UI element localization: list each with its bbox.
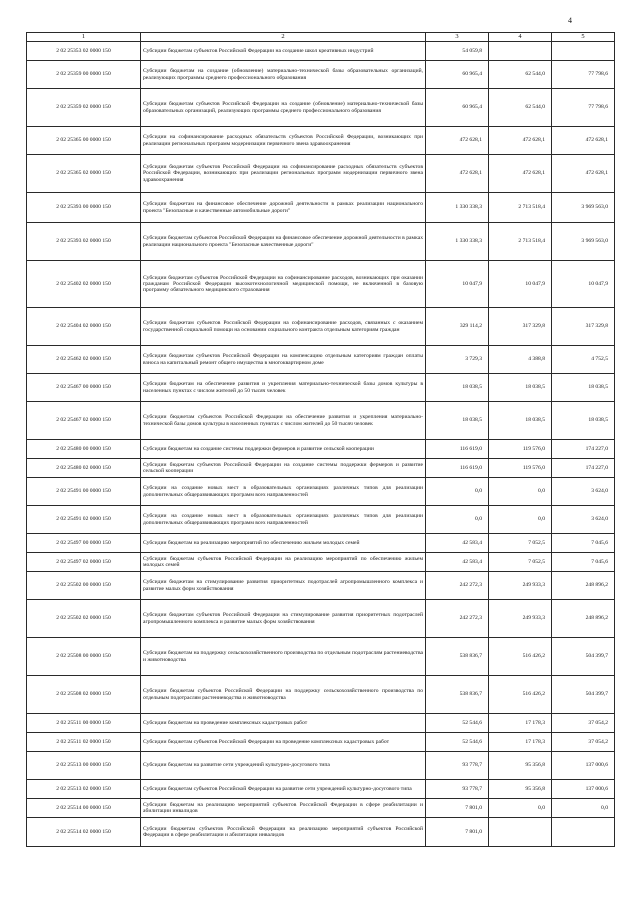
value-col-3-cell: 7 801,0: [426, 799, 489, 818]
name-cell: Субсидии бюджетам субъектов Российской Федерации на стимулирование развития приоритетных подотраслей агропромышленного комплекса и развитие малых форм хозяйствования: [141, 600, 426, 638]
value-col-4-cell: 516 426,2: [489, 638, 552, 676]
value-col-4-cell: 249 933,3: [489, 600, 552, 638]
table-row: [27, 733, 615, 752]
table-row: [27, 89, 615, 127]
code-cell: 2 02 25462 02 0000 150: [27, 346, 141, 374]
value-col-3-cell: 242 272,3: [426, 572, 489, 600]
code-cell: 2 02 25514 02 0000 150: [27, 818, 141, 847]
value-col-5-cell: 77 798,6: [552, 89, 615, 127]
value-col-3-cell: 472 628,1: [426, 155, 489, 193]
header-col-2: 2: [141, 33, 426, 42]
header-col-3: 3: [426, 33, 489, 42]
name-cell: Субсидии бюджетам субъектов Российской Федерации на компенсацию отдельным категориям граждан оплаты взноса на капитальный ремонт общего имущества в многоквартирном доме: [141, 346, 426, 374]
value-col-3-cell: 472 628,1: [426, 127, 489, 155]
code-cell: 2 02 25502 00 0000 150: [27, 572, 141, 600]
table-row: [27, 780, 615, 799]
name-cell: Субсидии бюджетам субъектов Российской Федерации на софинансирование расходных обязательств субъектов Российской Федерации, возникающих при реализации региональных программ модернизации первичного звена здравоохранения: [141, 155, 426, 193]
value-col-3-cell: 93 778,7: [426, 752, 489, 780]
value-col-3-cell: 1 330 338,3: [426, 193, 489, 223]
value-col-5-cell: 10 047,9: [552, 261, 615, 308]
table-row: [27, 478, 615, 506]
name-cell: Субсидии бюджетам на стимулирование развития приоритетных подотраслей агропромышленного комплекса и развитие малых форм хозяйствования: [141, 572, 426, 600]
name-cell: Субсидии бюджетам субъектов Российской Федерации на финансовое обеспечение дорожной деятельности в рамках реализации национального проекта "Безопасные качественные дороги": [141, 223, 426, 261]
code-cell: 2 02 25491 00 0000 150: [27, 478, 141, 506]
value-col-3-cell: 538 836,7: [426, 676, 489, 714]
code-cell: 2 02 25513 02 0000 150: [27, 780, 141, 799]
value-col-3-cell: 42 583,4: [426, 553, 489, 572]
value-col-4-cell: 10 047,9: [489, 261, 552, 308]
code-cell: 2 02 25497 00 0000 150: [27, 534, 141, 553]
value-col-3-cell: 18 038,5: [426, 402, 489, 440]
table-row: [27, 261, 615, 308]
name-cell: Субсидии бюджетам субъектов Российской Федерации на проведение комплексных кадастровых работ: [141, 733, 426, 752]
value-col-5-cell: 174 227,0: [552, 440, 615, 459]
value-col-3-cell: 1 330 338,3: [426, 223, 489, 261]
name-cell: Субсидии бюджетам на реализацию мероприятий субъектов Российской Федерации в сфере реабилитации и абилитации инвалидов: [141, 799, 426, 818]
header-col-1: 1: [27, 33, 141, 42]
code-cell: 2 02 25480 00 0000 150: [27, 440, 141, 459]
value-col-3-cell: 329 114,2: [426, 308, 489, 346]
code-cell: 2 02 25511 02 0000 150: [27, 733, 141, 752]
name-cell: Субсидии бюджетам на поддержку сельскохозяйственного производства по отдельным подотраслям растениеводства и животноводства: [141, 638, 426, 676]
code-cell: 2 02 25480 02 0000 150: [27, 459, 141, 478]
value-col-4-cell: 516 426,2: [489, 676, 552, 714]
value-col-4-cell: 2 713 518,4: [489, 193, 552, 223]
name-cell: Субсидии бюджетам субъектов Российской Федерации на создание системы поддержки фермеров и развитие сельской кооперации: [141, 459, 426, 478]
name-cell: Субсидии бюджетам субъектов Российской Федерации на софинансирование расходов, связанных с оказанием государственной социальной помощи на основании социального контракта отдельным категориям граждан: [141, 308, 426, 346]
table-row: [27, 127, 615, 155]
value-col-4-cell: 249 933,3: [489, 572, 552, 600]
value-col-3-cell: 116 619,0: [426, 459, 489, 478]
value-col-4-cell: 472 628,1: [489, 127, 552, 155]
code-cell: 2 02 25402 02 0000 150: [27, 261, 141, 308]
value-col-5-cell: 3 969 563,0: [552, 193, 615, 223]
code-cell: 2 02 25467 00 0000 150: [27, 374, 141, 402]
name-cell: Субсидии бюджетам на реализацию мероприятий по обеспечению жильем молодых семей: [141, 534, 426, 553]
table-row: [27, 714, 615, 733]
value-col-5-cell: 504 399,7: [552, 638, 615, 676]
code-cell: 2 02 25359 02 0000 150: [27, 89, 141, 127]
code-cell: 2 02 25513 00 0000 150: [27, 752, 141, 780]
revenue-table: [26, 32, 615, 847]
value-col-5-cell: 174 227,0: [552, 459, 615, 478]
code-cell: 2 02 25365 02 0000 150: [27, 155, 141, 193]
value-col-5-cell: 37 054,2: [552, 733, 615, 752]
table-row: [27, 308, 615, 346]
code-cell: 2 02 25508 00 0000 150: [27, 638, 141, 676]
value-col-5-cell: 18 038,5: [552, 402, 615, 440]
value-col-3-cell: 52 544,6: [426, 714, 489, 733]
value-col-5-cell: 3 969 563,0: [552, 223, 615, 261]
value-col-4-cell: 18 038,5: [489, 374, 552, 402]
value-col-4-cell: 4 388,8: [489, 346, 552, 374]
name-cell: Субсидии на создание новых мест в образовательных организациях различных типов для реализации дополнительных общеразвивающих программ всех направленностей: [141, 506, 426, 534]
name-cell: Субсидии бюджетам на финансовое обеспечение дорожной деятельности в рамках реализации национального проекта "Безопасные и качественные автомобильные дороги": [141, 193, 426, 223]
value-col-5-cell: [552, 42, 615, 61]
code-cell: 2 02 25353 02 0000 150: [27, 42, 141, 61]
value-col-5-cell: 248 896,2: [552, 572, 615, 600]
header-col-5: 5: [552, 33, 615, 42]
name-cell: Субсидии на софинансирование расходных обязательств субъектов Российской Федерации, возникающих при реализации региональных программ модернизации первичного звена здравоохранения: [141, 127, 426, 155]
table-row: [27, 553, 615, 572]
value-col-4-cell: [489, 42, 552, 61]
name-cell: Субсидии бюджетам субъектов Российской Федерации на создание (обновление) материально-технической базы образовательных организаций, реализующих программы среднего профессионального образования: [141, 89, 426, 127]
name-cell: Субсидии бюджетам на создание (обновление) материально-технической базы образовательных организаций, реализующих программы среднего профессионального образования: [141, 61, 426, 89]
table-row: [27, 346, 615, 374]
table-row: [27, 799, 615, 818]
value-col-3-cell: 42 583,4: [426, 534, 489, 553]
name-cell: Субсидии бюджетам субъектов Российской Федерации на развитие сети учреждений культурно-досугового типа: [141, 780, 426, 799]
page-number: 4: [568, 16, 572, 25]
value-col-3-cell: 54 059,8: [426, 42, 489, 61]
value-col-5-cell: [552, 818, 615, 847]
value-col-5-cell: 137 000,6: [552, 780, 615, 799]
table-row: [27, 374, 615, 402]
value-col-3-cell: 0,0: [426, 478, 489, 506]
value-col-3-cell: 93 778,7: [426, 780, 489, 799]
value-col-5-cell: 3 624,0: [552, 478, 615, 506]
table-row: [27, 676, 615, 714]
value-col-3-cell: 52 544,6: [426, 733, 489, 752]
code-cell: 2 02 25404 02 0000 150: [27, 308, 141, 346]
value-col-3-cell: 242 272,3: [426, 600, 489, 638]
name-cell: Субсидии на создание новых мест в образовательных организациях различных типов для реализации дополнительных общеразвивающих программ всех направленностей: [141, 478, 426, 506]
name-cell: Субсидии бюджетам субъектов Российской Федерации на реализацию мероприятий по обеспечению жильем молодых семей: [141, 553, 426, 572]
table-row: [27, 506, 615, 534]
value-col-4-cell: 317 329,8: [489, 308, 552, 346]
value-col-5-cell: 37 054,2: [552, 714, 615, 733]
value-col-4-cell: 7 052,5: [489, 534, 552, 553]
value-col-4-cell: 95 356,8: [489, 752, 552, 780]
value-col-4-cell: 0,0: [489, 799, 552, 818]
value-col-3-cell: 116 619,0: [426, 440, 489, 459]
name-cell: Субсидии бюджетам на развитие сети учреждений культурно-досугового типа: [141, 752, 426, 780]
value-col-5-cell: 7 045,6: [552, 553, 615, 572]
value-col-5-cell: 4 752,5: [552, 346, 615, 374]
table-row: [27, 42, 615, 61]
code-cell: 2 02 25393 02 0000 150: [27, 223, 141, 261]
value-col-3-cell: 538 836,7: [426, 638, 489, 676]
value-col-4-cell: 62 544,0: [489, 61, 552, 89]
table-row: [27, 193, 615, 223]
value-col-4-cell: 0,0: [489, 478, 552, 506]
value-col-4-cell: 62 544,0: [489, 89, 552, 127]
table-row: [27, 440, 615, 459]
value-col-5-cell: 18 038,5: [552, 374, 615, 402]
code-cell: 2 02 25491 02 0000 150: [27, 506, 141, 534]
table-row: [27, 752, 615, 780]
value-col-5-cell: 7 045,6: [552, 534, 615, 553]
code-cell: 2 02 25511 00 0000 150: [27, 714, 141, 733]
value-col-4-cell: 95 356,8: [489, 780, 552, 799]
value-col-5-cell: 0,0: [552, 799, 615, 818]
value-col-4-cell: 119 576,0: [489, 459, 552, 478]
name-cell: Субсидии бюджетам на обеспечение развития и укрепления материально-технической базы домов культуры в населенных пунктах с числом жителей до 50 тысяч человек: [141, 374, 426, 402]
value-col-4-cell: 0,0: [489, 506, 552, 534]
code-cell: 2 02 25502 02 0000 150: [27, 600, 141, 638]
value-col-5-cell: 3 624,0: [552, 506, 615, 534]
value-col-4-cell: 17 178,3: [489, 733, 552, 752]
table-row: [27, 402, 615, 440]
value-col-5-cell: 472 628,1: [552, 127, 615, 155]
value-col-5-cell: 248 896,2: [552, 600, 615, 638]
value-col-3-cell: 18 038,5: [426, 374, 489, 402]
table-row: [27, 223, 615, 261]
header-row: [27, 33, 615, 42]
code-cell: 2 02 25365 00 0000 150: [27, 127, 141, 155]
name-cell: Субсидии бюджетам субъектов Российской Федерации на поддержку сельскохозяйственного производства по отдельным подотраслям растениеводства и животноводства: [141, 676, 426, 714]
value-col-4-cell: 18 038,5: [489, 402, 552, 440]
value-col-4-cell: 2 713 518,4: [489, 223, 552, 261]
table-row: [27, 534, 615, 553]
value-col-3-cell: 7 801,0: [426, 818, 489, 847]
value-col-4-cell: [489, 818, 552, 847]
name-cell: Субсидии бюджетам на создание системы поддержки фермеров и развитие сельской кооперации: [141, 440, 426, 459]
table-row: [27, 572, 615, 600]
code-cell: 2 02 25508 02 0000 150: [27, 676, 141, 714]
code-cell: 2 02 25467 02 0000 150: [27, 402, 141, 440]
value-col-3-cell: 60 965,4: [426, 89, 489, 127]
table-row: [27, 638, 615, 676]
value-col-4-cell: 119 576,0: [489, 440, 552, 459]
value-col-5-cell: 472 628,1: [552, 155, 615, 193]
table-row: [27, 155, 615, 193]
value-col-3-cell: 0,0: [426, 506, 489, 534]
value-col-3-cell: 3 729,3: [426, 346, 489, 374]
value-col-3-cell: 60 965,4: [426, 61, 489, 89]
value-col-5-cell: 504 399,7: [552, 676, 615, 714]
name-cell: Субсидии бюджетам субъектов Российской Федерации на софинансирование расходов, возникающих при оказании гражданам Российской Федерации высокотехнологичной медицинской помощи, не включенной в базовую программу обязательного медицинского страхования: [141, 261, 426, 308]
code-cell: 2 02 25393 00 0000 150: [27, 193, 141, 223]
table-row: [27, 61, 615, 89]
value-col-4-cell: 7 052,5: [489, 553, 552, 572]
table-row: [27, 818, 615, 847]
value-col-5-cell: 137 000,6: [552, 752, 615, 780]
table-header: [27, 33, 615, 42]
value-col-4-cell: 472 628,1: [489, 155, 552, 193]
value-col-5-cell: 77 798,6: [552, 61, 615, 89]
name-cell: Субсидии бюджетам на проведение комплексных кадастровых работ: [141, 714, 426, 733]
code-cell: 2 02 25359 00 0000 150: [27, 61, 141, 89]
table-row: [27, 459, 615, 478]
code-cell: 2 02 25514 00 0000 150: [27, 799, 141, 818]
value-col-4-cell: 17 178,3: [489, 714, 552, 733]
header-col-4: 4: [489, 33, 552, 42]
table-row: [27, 600, 615, 638]
code-cell: 2 02 25497 02 0000 150: [27, 553, 141, 572]
value-col-5-cell: 317 329,8: [552, 308, 615, 346]
table-body: [27, 42, 615, 847]
name-cell: Субсидии бюджетам субъектов Российской Федерации на реализацию мероприятий субъектов Российской Федерации в сфере реабилитации и абилитации инвалидов: [141, 818, 426, 847]
value-col-3-cell: 10 047,9: [426, 261, 489, 308]
name-cell: Субсидии бюджетам субъектов Российской Федерации на обеспечение развития и укрепления материально-технической базы домов культуры в населенных пунктах с числом жителей до 50 тысяч человек: [141, 402, 426, 440]
name-cell: Субсидии бюджетам субъектов Российской Федерации на создание школ креативных индустрий: [141, 42, 426, 61]
